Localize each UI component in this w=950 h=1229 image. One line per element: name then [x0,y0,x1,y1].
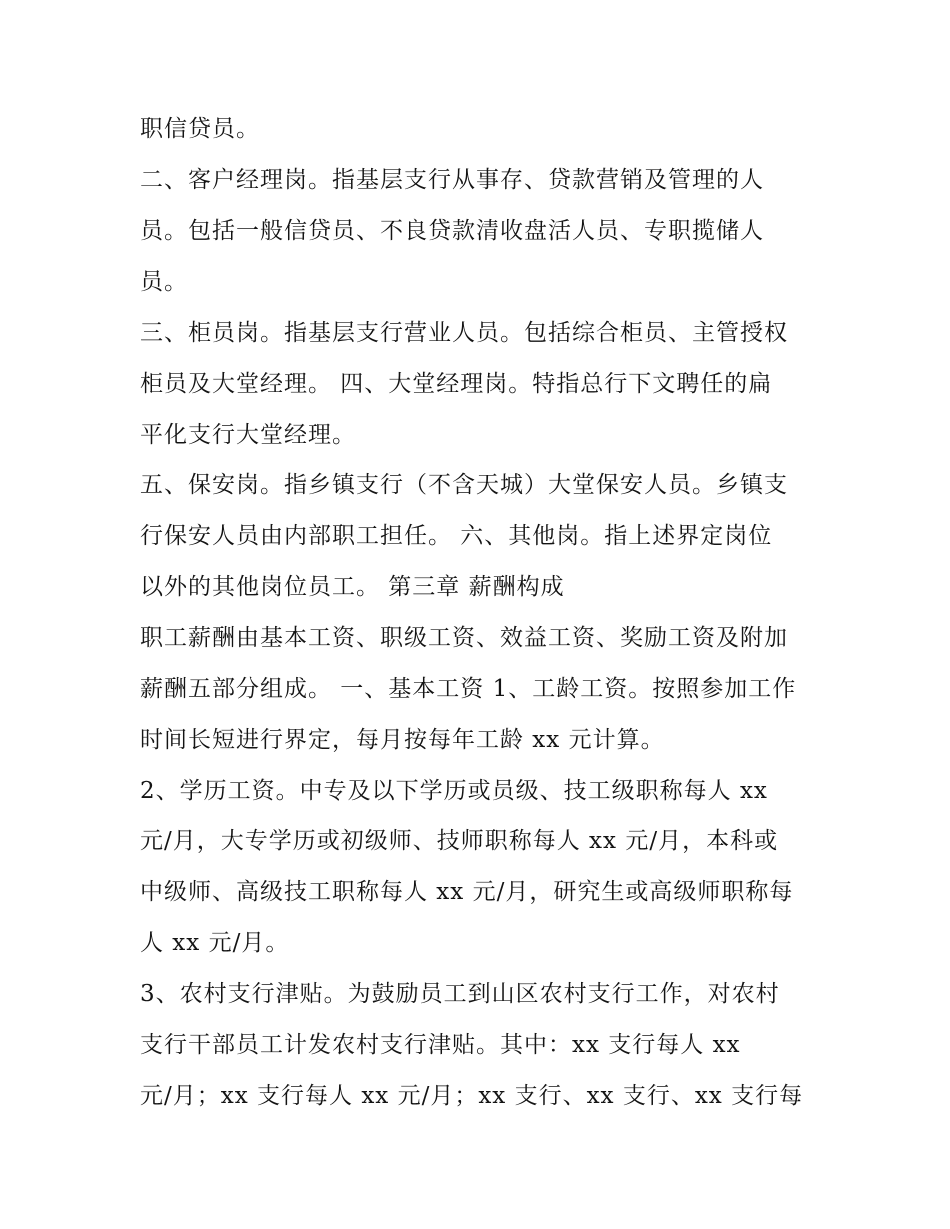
text-line: 三、柜员岗。指基层支行营业人员。包括综合柜员、主管授权 [140,320,788,346]
text-line: 元/月，大专学历或初级师、技师职称每人 xx 元/月，本科或 [140,828,779,854]
text-line: 元/月；xx 支行每人 xx 元/月；xx 支行、xx 支行、xx 支行每 [140,1083,804,1109]
text-line: 支行干部员工计发农村支行津贴。其中：xx 支行每人 xx [140,1032,741,1058]
text-line: 薪酬五部分组成。 一、基本工资 1、工龄工资。按照参加工作 [140,676,797,702]
text-line: 人 xx 元/月。 [140,930,290,956]
text-line: 职工薪酬由基本工资、职级工资、效益工资、奖励工资及附加 [140,625,788,651]
text-line: 2、学历工资。中专及以下学历或员级、技工级职称每人 xx [140,778,768,804]
text-line: 职信贷员。 [140,116,260,142]
text-line: 二、客户经理岗。指基层支行从事存、贷款营销及管理的人 [140,167,764,193]
text-line: 时间长短进行界定，每月按每年工龄 xx 元计算。 [140,727,665,753]
text-line: 柜员及大堂经理。 四、大堂经理岗。特指总行下文聘任的扁 [140,371,773,397]
text-line: 以外的其他岗位员工。 第三章 薪酬构成 [140,574,565,600]
text-line: 中级师、高级技工职称每人 xx 元/月，研究生或高级师职称每 [140,879,794,905]
text-line: 平化支行大堂经理。 [140,422,356,448]
text-line: 行保安人员由内部职工担任。 六、其他岗。指上述界定岗位 [140,523,773,549]
text-line: 员。 [140,269,188,295]
text-line: 3、农村支行津贴。为鼓励员工到山区农村支行工作，对农村 [140,981,780,1007]
text-line: 五、保安岗。指乡镇支行（不含天城）大堂保安人员。乡镇支 [140,472,788,498]
text-line: 员。包括一般信贷员、不良贷款清收盘活人员、专职揽储人 [140,218,764,244]
